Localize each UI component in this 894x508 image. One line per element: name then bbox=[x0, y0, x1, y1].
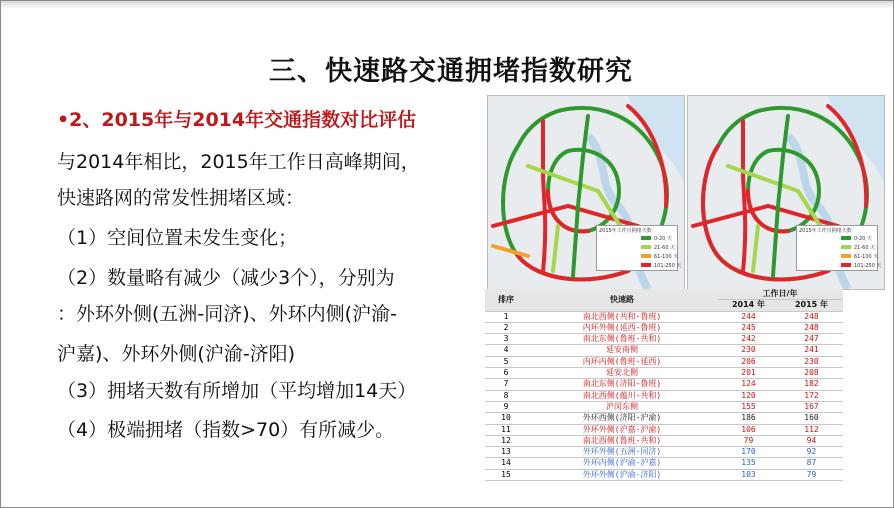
value-2014-cell: 186 bbox=[717, 413, 780, 424]
value-2015-cell: 230 bbox=[780, 356, 843, 367]
rank-cell: 2 bbox=[485, 322, 527, 333]
road-cell: 南北西侧(蕴川-共和) bbox=[527, 390, 717, 401]
legend-title: 2015年工作日拥堵天数 bbox=[599, 228, 652, 234]
rank-cell: 14 bbox=[485, 458, 527, 469]
congestion-ranking-table bbox=[485, 289, 843, 481]
header-rank: 排序 bbox=[485, 289, 527, 311]
rank-cell: 9 bbox=[485, 401, 527, 412]
rank-cell: 13 bbox=[485, 447, 527, 458]
value-2014-cell: 79 bbox=[717, 435, 780, 446]
table-row bbox=[485, 413, 843, 424]
value-2015-cell: 248 bbox=[780, 311, 843, 322]
road-cell: 外环外侧(五洲-同济) bbox=[527, 447, 717, 458]
legend-label: 61-100 天 bbox=[654, 254, 679, 260]
value-2015-cell: 182 bbox=[780, 379, 843, 390]
body-line-6: 沪嘉)、外环外侧(沪渝-济阳) bbox=[57, 343, 296, 365]
body-line-7: （3）拥堵天数有所增加（平均增加14天） bbox=[57, 380, 417, 402]
value-2014-cell: 106 bbox=[717, 424, 780, 435]
value-2015-cell: 92 bbox=[780, 447, 843, 458]
legend-swatch bbox=[641, 263, 651, 267]
road-cell: 内环外侧(延西-鲁班) bbox=[527, 322, 717, 333]
value-2014-cell: 201 bbox=[717, 368, 780, 379]
legend-title: 2015年工作日拥堵天数 bbox=[799, 228, 852, 234]
value-2014-cell: 245 bbox=[717, 322, 780, 333]
header-2014: 2014 年 bbox=[717, 300, 780, 311]
header-road: 快速路 bbox=[527, 289, 717, 311]
rank-cell: 4 bbox=[485, 345, 527, 356]
value-2014-cell: 124 bbox=[717, 379, 780, 390]
value-2015-cell: 248 bbox=[780, 322, 843, 333]
header-workday-group: 工作日/年 bbox=[717, 289, 843, 300]
value-2015-cell: 160 bbox=[780, 413, 843, 424]
table-row bbox=[485, 435, 843, 446]
table-row bbox=[485, 401, 843, 412]
header-2015: 2015 年 bbox=[780, 300, 843, 311]
rank-cell: 7 bbox=[485, 379, 527, 390]
body-line-5: ：外环外侧(五洲-同济)、外环内侧(沪渝- bbox=[57, 303, 397, 325]
value-2014-cell: 170 bbox=[717, 447, 780, 458]
table-row bbox=[485, 469, 843, 480]
legend-label: 101-250 天 bbox=[654, 263, 682, 269]
table-row bbox=[485, 311, 843, 322]
body-line-8: （4）极端拥堵（指数>70）有所减少。 bbox=[57, 419, 395, 441]
legend-label: 0-20 天 bbox=[654, 236, 672, 242]
table-row bbox=[485, 390, 843, 401]
rank-cell: 6 bbox=[485, 368, 527, 379]
body-line-2: 快速路网的常发性拥堵区域： bbox=[57, 187, 305, 209]
value-2015-cell: 208 bbox=[780, 368, 843, 379]
legend-swatch bbox=[841, 245, 851, 249]
rank-cell: 5 bbox=[485, 356, 527, 367]
value-2014-cell: 242 bbox=[717, 334, 780, 345]
table-row bbox=[485, 322, 843, 333]
value-2015-cell: 172 bbox=[780, 390, 843, 401]
legend-label: 21-60 天 bbox=[854, 245, 876, 251]
table-row bbox=[485, 356, 843, 367]
value-2014-cell: 120 bbox=[717, 390, 780, 401]
rank-cell: 10 bbox=[485, 413, 527, 424]
value-2015-cell: 79 bbox=[780, 469, 843, 480]
value-2014-cell: 103 bbox=[717, 469, 780, 480]
table-row bbox=[485, 458, 843, 469]
map-legend bbox=[796, 225, 882, 271]
legend-label: 0-20 天 bbox=[854, 236, 872, 242]
table-row bbox=[485, 368, 843, 379]
rank-cell: 1 bbox=[485, 311, 527, 322]
legend-swatch bbox=[841, 263, 851, 267]
legend-swatch bbox=[641, 236, 651, 240]
value-2015-cell: 87 bbox=[780, 458, 843, 469]
rank-cell: 11 bbox=[485, 424, 527, 435]
legend-label: 61-100 天 bbox=[854, 254, 879, 260]
value-2015-cell: 241 bbox=[780, 345, 843, 356]
table-row bbox=[485, 334, 843, 345]
road-cell: 南北东侧(济阳-鲁班) bbox=[527, 379, 717, 390]
value-2014-cell: 155 bbox=[717, 401, 780, 412]
road-cell: 南北西侧(共和-鲁班) bbox=[527, 311, 717, 322]
value-2014-cell: 206 bbox=[717, 356, 780, 367]
legend-swatch bbox=[841, 236, 851, 240]
road-cell: 南北西侧(鲁班-共和) bbox=[527, 435, 717, 446]
table-row bbox=[485, 424, 843, 435]
value-2014-cell: 244 bbox=[717, 311, 780, 322]
road-cell: 南北东侧(鲁班-共和) bbox=[527, 334, 717, 345]
road-cell: 外环外侧(沪嘉-沪渝) bbox=[527, 424, 717, 435]
congestion-map-2014 bbox=[487, 95, 685, 290]
legend-label: 21-60 天 bbox=[654, 245, 676, 251]
road-cell: 延安南侧 bbox=[527, 345, 717, 356]
legend-swatch bbox=[641, 254, 651, 258]
table-row bbox=[485, 379, 843, 390]
road-cell: 延安北侧 bbox=[527, 368, 717, 379]
road-cell: 内环内侧(鲁班-延西) bbox=[527, 356, 717, 367]
value-2015-cell: 167 bbox=[780, 401, 843, 412]
body-line-4: （2）数量略有减少（减少3个），分别为 bbox=[57, 267, 395, 289]
table-row bbox=[485, 447, 843, 458]
table-row bbox=[485, 345, 843, 356]
congestion-map-2015 bbox=[687, 95, 885, 290]
rank-cell: 15 bbox=[485, 469, 527, 480]
value-2014-cell: 230 bbox=[717, 345, 780, 356]
map-legend bbox=[596, 225, 682, 271]
rank-cell: 8 bbox=[485, 390, 527, 401]
table-body bbox=[485, 311, 843, 480]
road-cell: 外环西侧(济阳-沪渝) bbox=[527, 413, 717, 424]
body-line-3: （1）空间位置未发生变化； bbox=[57, 227, 298, 249]
legend-swatch bbox=[641, 245, 651, 249]
table-header-row bbox=[485, 289, 843, 300]
legend-label: 101-250 天 bbox=[854, 263, 882, 269]
road-cell: 沪闵东侧 bbox=[527, 401, 717, 412]
rank-cell: 12 bbox=[485, 435, 527, 446]
legend-swatch bbox=[841, 254, 851, 258]
body-line-1: 与2014年相比，2015年工作日高峰期间， bbox=[57, 151, 420, 173]
value-2015-cell: 247 bbox=[780, 334, 843, 345]
road-cell: 外环内侧(沪渝-沪嘉) bbox=[527, 458, 717, 469]
slide-top-border bbox=[1, 1, 894, 9]
slide-title: 三、快速路交通拥堵指数研究 bbox=[269, 56, 633, 87]
value-2015-cell: 112 bbox=[780, 424, 843, 435]
road-cell: 外环外侧(沪渝-济阳) bbox=[527, 469, 717, 480]
value-2014-cell: 135 bbox=[717, 458, 780, 469]
section-heading: •2、2015年与2014年交通指数对比评估 bbox=[57, 109, 417, 131]
rank-cell: 3 bbox=[485, 334, 527, 345]
value-2015-cell: 94 bbox=[780, 435, 843, 446]
